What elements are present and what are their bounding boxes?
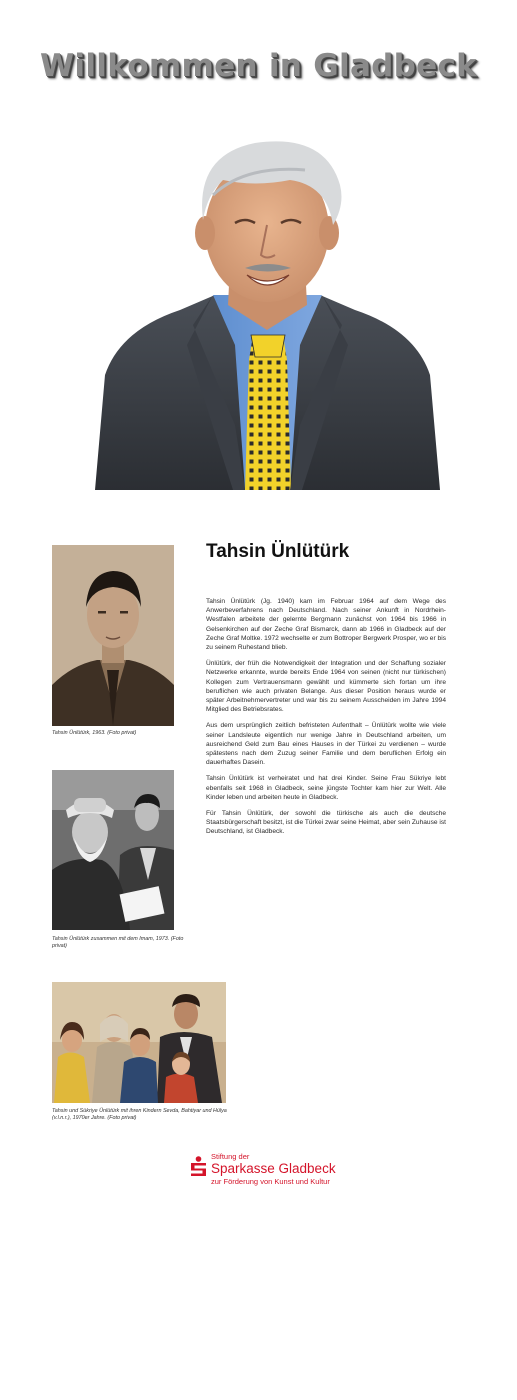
page-title: Willkommen in Gladbeck	[39, 48, 478, 84]
photo-1963-caption: Tahsin Ünlütürk, 1963. (Foto privat)	[52, 730, 137, 736]
bio-paragraph: Tahsin Ünlütürk ist verheiratet und hat drei Kinder. Seine Frau Sükriye lebt ebenfalls seit 1968 in Gladbeck, seine jüngste Tochter kam hier zur Welt. Alle Kinder leben und arbeiten heute in Gladbeck.	[206, 775, 446, 801]
person-name-heading: Tahsin Ünlütürk	[206, 541, 350, 562]
sparkasse-s-icon	[190, 1156, 207, 1178]
photo-imam	[52, 770, 174, 930]
portrait-image	[95, 125, 440, 490]
bio-paragraph: Tahsin Ünlütürk (Jg. 1940) kam im Februar 1964 auf dem Wege des Anwerbeverfahrens nach Deutschland. Nach seiner Ankunft in Nordrhein-Westfalen arbeitete der gelernte Bergmann zunächst von 1964 bis 1966 in Gelsenkirchen auf der Zeche Graf Bismarck, dann ab 1966 in Gladbeck auf der Zeche Graf Moltke. 1972 wechselte er zum Bottroper Bergwerk Prosper, wo er bis zu seinem Ruhestand blieb.	[206, 598, 446, 652]
sponsor-logo	[190, 1150, 350, 1190]
sponsor-line-1: Stiftung der	[211, 1152, 250, 1161]
sponsor-line-2: Sparkasse Gladbeck	[211, 1161, 336, 1176]
bio-paragraph: Für Tahsin Ünlütürk, der sowohl die türkische als auch die deutsche Staatsbürgerschaft besitzt, ist die Türkei zwar seine Heimat, aber sein Zuhause ist Deutschland, ist Gladbeck.	[206, 810, 446, 836]
photo-family-caption: Tahsin und Sükriye Ünlütürk mit ihren Kindern Sevda, Bahtiyar und Hülya (v.l.n.r.), 1970er Jahre. (Foto privat)	[52, 1108, 227, 1121]
sponsor-line-3: zur Förderung von Kunst und Kultur	[211, 1177, 330, 1186]
bio-paragraph: Aus dem ursprünglich zeitlich befristeten Aufenthalt – Ünlütürk wollte wie viele seiner Landsleute eigentlich nur wenige Jahre in Deutschland arbeiten, um ausreichend Geld zum Bau eines Hauses in der Türkei zu verdienen – wurde spätestens nach dem Zuzug seiner Familie und dem beruflichen Erfolg ein dauerhaftes Dasein.	[206, 722, 446, 767]
bio-paragraph: Ünlütürk, der früh die Notwendigkeit der Integration und der Schaffung sozialer Netzwerke erkannte, wurde bereits Ende 1964 von seinen (nicht nur türkischen) Kollegen zum Vertrauensmann gewählt und kümmerte sich fortan um ihre beruflichen wie auch privaten Belange. Aus dieser Position heraus wurde er später Arbeitnehmervertreter und war bis zu seinem Ausscheiden im Jahre 1994 Mitglied des Betriebsrates.	[206, 660, 446, 714]
photo-1963	[52, 545, 174, 726]
photo-family	[52, 982, 226, 1103]
photo-imam-caption: Tahsin Ünlütürk zusammen mit dem Imam, 1973. (Foto privat)	[52, 936, 184, 949]
biography-text	[206, 597, 446, 844]
